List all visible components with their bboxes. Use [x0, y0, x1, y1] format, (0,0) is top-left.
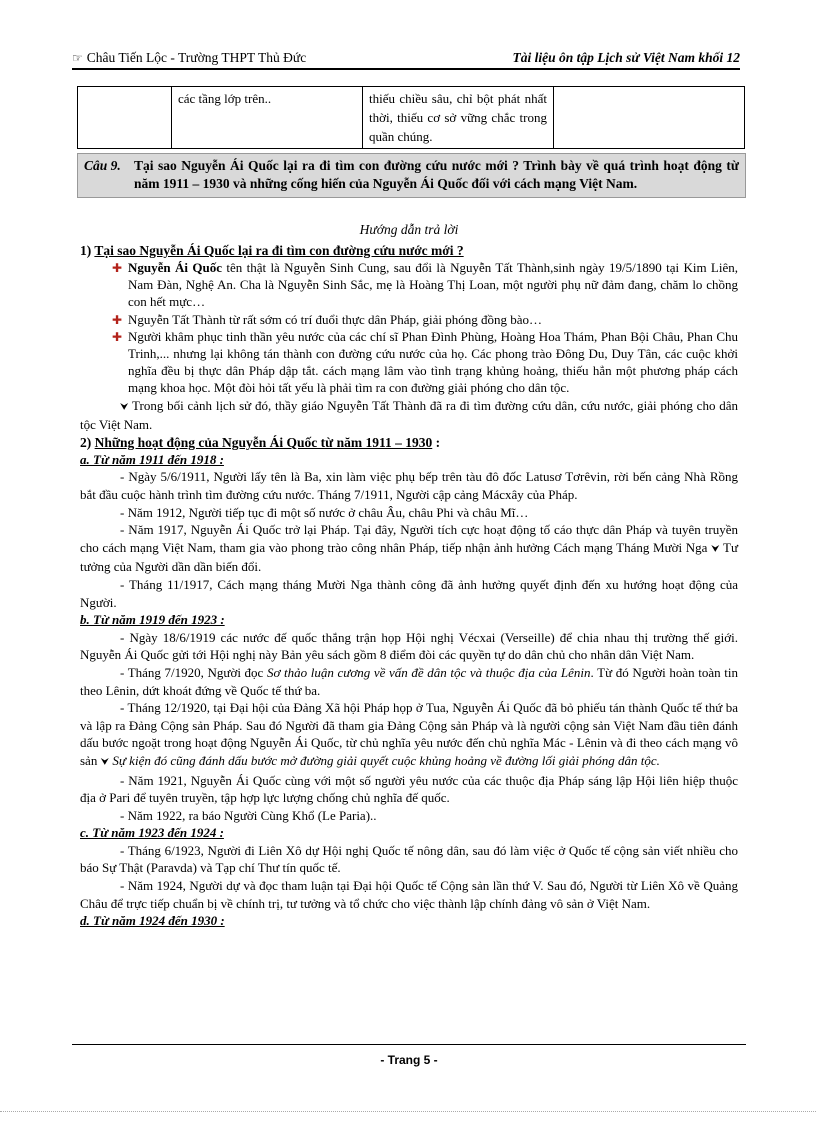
subsection-d-heading: d. Từ năm 1924 đến 1930 :: [80, 913, 225, 929]
check-arrow-icon: ⮟: [711, 543, 720, 555]
paragraph: - Tháng 11/1917, Cách mạng tháng Mười Nga thành công đã ảnh hưởng quyết định đến xu hướng hoạt động của Người.: [80, 576, 738, 610]
table-cell: [78, 87, 172, 149]
paragraph: - Ngày 18/6/1919 các nước đế quốc thắng trận họp Hội nghị Vécxai (Verseille) để chia nhau thị trường thế giới. Nguyễn Ái Quốc gửi tới Hội nghị này Bản yêu sách gồm 8 điểm đòi các quyền tự do dân chủ cho nhân dân Việt Nam.: [80, 629, 738, 663]
subsection-b-heading: b. Từ năm 1919 đến 1923 :: [80, 612, 225, 628]
page-bottom-divider: [0, 1111, 816, 1112]
question-box: [77, 153, 746, 198]
table-cell: các tầng lớp trên..: [171, 87, 362, 149]
paragraph: - Năm 1917, Nguyễn Ái Quốc trở lại Pháp. Tại đây, Người tích cực hoạt động tố cáo thực dân Pháp và tuyên truyền cho cách mạng Việt Nam, tham gia vào phong trào công nhân Pháp, tiếp nhận ảnh hưởng Cách mạng Tháng Mười Nga ⮟ Tư tưởng của Người dần dần biến đổi.: [80, 522, 738, 575]
question-text: Tại sao Nguyễn Ái Quốc lại ra đi tìm con đường cứu nước mới ? Trình bày về quá trình hoạt động từ năm 1911 – 1930 và những cống hiến của Nguyễn Ái Quốc đối với cách mạng Việt Nam.: [134, 158, 739, 191]
arrow-bullet-icon: ✚: [112, 312, 123, 327]
arrow-bullet-icon: ✚: [112, 261, 123, 275]
section-1-heading: 1) Tại sao Nguyễn Ái Quốc lại ra đi tìm con đường cứu nước mới ?: [80, 243, 464, 258]
header-author: ☞ Châu Tiến Lộc - Trường THPT Thủ Đức: [72, 50, 307, 65]
page-header: [72, 48, 740, 70]
pointing-hand-icon: ☞: [72, 51, 83, 65]
paragraph: - Tháng 12/1920, tại Đại hội của Đảng Xã hội Pháp họp ở Tua, Nguyễn Ái Quốc đã bỏ phiếu tán thành Quốc tế thứ ba và lập ra Đảng Cộng sản Pháp. Sau đó Người đã tham gia Đảng Cộng sản Pháp và là người cộng sản Việt Nam đầu tiên đánh dấu bước ngoặt trong hoạt động Nguyễn Ái Quốc, từ chủ nghĩa yêu nước đến chủ nghĩa Mác - Lênin và đi theo cách mạng vô sản ⮟ Sự kiện đó cũng đánh dấu bước mở đường giải quyết cuộc khủng hoảng về đường lối giải phóng dân tộc.: [80, 700, 738, 768]
comparison-table: [77, 86, 745, 149]
answer-guide-heading: Hướng dẫn trả lời: [359, 222, 459, 237]
subsection-a-heading: a. Từ năm 1911 đến 1918 :: [80, 451, 224, 467]
conclusion-paragraph: ⮟ Trong bối cảnh lịch sử đó, thầy giáo Nguyễn Tất Thành đã ra đi tìm đường cứu dân, cứu nước, giải phóng cho dân tộc Việt Nam.: [80, 397, 738, 433]
check-arrow-icon: ⮟: [100, 756, 110, 768]
list-item: ✚ Nguyễn Ái Quốc tên thật là Nguyễn Sinh Cung, sau đổi là Nguyễn Tất Thành,sinh ngày 19/5/1890 tại Kim Liên, Nam Đàn, Nghệ An. Cha là Nguyễn Sinh Sắc, mẹ là Hoàng Thị Loan, một người phụ nữ đảm đang, chăm lo chồng con hết mực…: [112, 260, 738, 310]
section-2-heading: 2) Những hoạt động của Nguyễn Ái Quốc từ năm 1911 – 1930 :: [80, 434, 441, 450]
answer-content: [80, 222, 738, 930]
subsection-c-heading: c. Từ năm 1923 đến 1924 :: [80, 825, 224, 841]
table-cell: thiếu chiều sâu, chỉ bột phát nhất thời, thiếu cơ sở vững chắc trong quần chúng.: [362, 87, 553, 149]
list-item: ✚ Nguyễn Tất Thành từ rất sớm có trí đuổi thực dân Pháp, giải phóng đồng bào…: [80, 311, 738, 328]
table-row: [78, 87, 745, 149]
paragraph: - Năm 1922, ra báo Người Cùng Khổ (Le Paria)..: [120, 807, 377, 823]
paragraph: - Năm 1921, Nguyễn Ái Quốc cùng với một số người yêu nước của các thuộc địa Pháp sáng lập Hội liên hiệp thuộc địa ở Pari để tuyên truyền, tập hợp lực lượng chống chủ nghĩa đế quốc.: [80, 772, 738, 806]
question-label: Câu 9.: [84, 158, 121, 173]
page-footer: - Trang 5 -: [72, 1044, 746, 1067]
header-title: Tài liệu ôn tập Lịch sử Việt Nam khối 12: [512, 50, 740, 65]
paragraph: - Năm 1912, Người tiếp tục đi một số nước ở châu Âu, châu Phi và châu Mĩ…: [120, 504, 529, 520]
list-item: ✚ Người khâm phục tinh thần yêu nước của các chí sĩ Phan Đình Phùng, Hoàng Hoa Thám, Phan Bội Châu, Phan Chu Trinh,... nhưng lại không tán thành con đường cứu nước của họ. Các phong trào Đông Du, Duy Tân, các cuộc khởi nghĩa đều bị thực dân Pháp dập tắt. cách mạng lâm vào tình trạng khủng hoảng, thiếu hẳn một phương pháp cách mạng khoa học. Một đòi hỏi tất yếu là phải tìm ra con đường giải phóng cho dân tộc.: [112, 328, 738, 396]
table-cell: [553, 87, 744, 149]
paragraph: - Ngày 5/6/1911, Người lấy tên là Ba, xin làm việc phụ bếp trên tàu đô đốc Latusơ Tơrêvin, rời bến cảng Nhà Rồng bắt đầu cuộc hành trình tìm đường cứu nước. Tháng 7/1911, Người cập cảng Mácxây của Pháp.: [80, 469, 738, 502]
paragraph: - Năm 1924, Người dự và đọc tham luận tại Đại hội Quốc tế Cộng sản lần thứ V. Sau đó, Người từ Liên Xô về Quảng Châu để trực tiếp chuẩn bị về chính trị, tư tưởng và tổ chức cho việc thành lập chính đảng vô sản ở Việt Nam.: [80, 878, 738, 911]
paragraph: - Tháng 6/1923, Người đi Liên Xô dự Hội nghị Quốc tế nông dân, sau đó làm việc ở Quốc tế cộng sản viết nhiều cho báo Sự Thật (Paravda) và Tạp chí Thư tín quốc tế.: [80, 842, 738, 876]
paragraph: - Tháng 7/1920, Người đọc Sơ thảo luận cương về vấn đề dân tộc và thuộc địa của Lênin. Từ đó Người hoàn toàn tin theo Lênin, dứt khoát đứng về Quốc tế thứ ba.: [80, 664, 739, 698]
check-arrow-icon: ⮟: [120, 401, 129, 413]
arrow-bullet-icon: ✚: [112, 329, 123, 344]
